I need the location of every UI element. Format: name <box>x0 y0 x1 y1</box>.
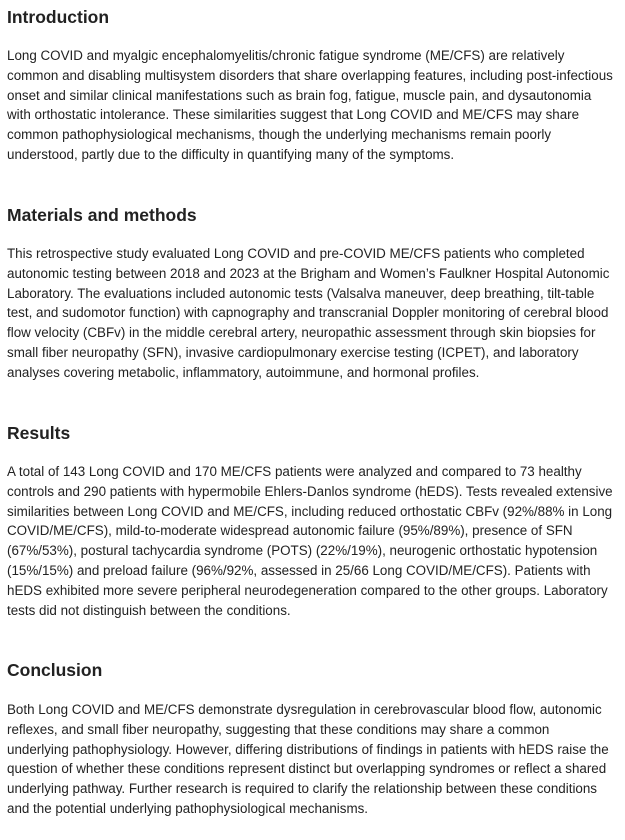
introduction-heading: Introduction <box>7 7 110 27</box>
introduction-paragraph: Long COVID and myalgic encephalomyelitis/chronic fatigue syndrome (ME/CFS) are relatively common and disabling multisystem disorders that share overlapping features, including post-infectious onset and similar clinical manifestations such as brain fog, fatigue, muscle pain, and dysautonomia with orthostatic intolerance. These similarities suggest that Long COVID and ME/CFS may share common pathophysiological mechanisms, though the underlying mechanisms remain poorly understood, partly due to the difficulty in quantifying many of the symptoms. <box>7 48 613 162</box>
conclusion-paragraph: Both Long COVID and ME/CFS demonstrate dysregulation in cerebrovascular blood flow, autonomic reflexes, and small fiber neuropathy, suggesting that these conditions may share a common underlying pathophysiology. However, differing distributions of findings in patients with hEDS raise the question of whether these conditions represent distinct but overlapping syndromes or reflect a shared underlying pathway. Further research is required to clarify the relationship between these conditions and the potential underlying pathophysiological mechanisms. <box>7 702 609 816</box>
results-paragraph: A total of 143 Long COVID and 170 ME/CFS patients were analyzed and compared to 73 healthy controls and 290 patients with hypermobile Ehlers-Danlos syndrome (hEDS). Tests revealed extensive similarities between Long COVID and ME/CFS, including reduced orthostatic CBFv (92%/88% in Long COVID/ME/CFS), mild-to-moderate widespread autonomic failure (95%/89%), presence of SFN (67%/53%), postural tachycardia syndrome (POTS) (22%/19%), neurogenic orthostatic hypotension (15%/15%) and preload failure (96%/92%, assessed in 25/66 Long COVID/ME/CFS). Patients with hEDS exhibited more severe peripheral neurodegeneration compared to the other groups. Laboratory tests did not distinguish between the conditions. <box>7 464 613 618</box>
results-heading: Results <box>7 423 71 443</box>
methods-heading: Materials and methods <box>7 205 197 225</box>
conclusion-heading: Conclusion <box>7 660 103 680</box>
methods-paragraph: This retrospective study evaluated Long COVID and pre-COVID ME/CFS patients who completed autonomic testing between 2018 and 2023 at the Brigham and Women’s Faulkner Hospital Autonomic Laboratory. The evaluations included autonomic tests (Valsalva maneuver, deep breathing, tilt-table test, and sudomotor function) with capnography and transcranial Doppler monitoring of cerebral blood flow velocity (CBFv) in the middle cerebral artery, neuropathic assessment through skin biopsies for small fiber neuropathy (SFN), invasive cardiopulmonary exercise testing (ICPET), and laboratory analyses covering metabolic, inflammatory, autoimmune, and hormonal profiles. <box>7 246 610 380</box>
